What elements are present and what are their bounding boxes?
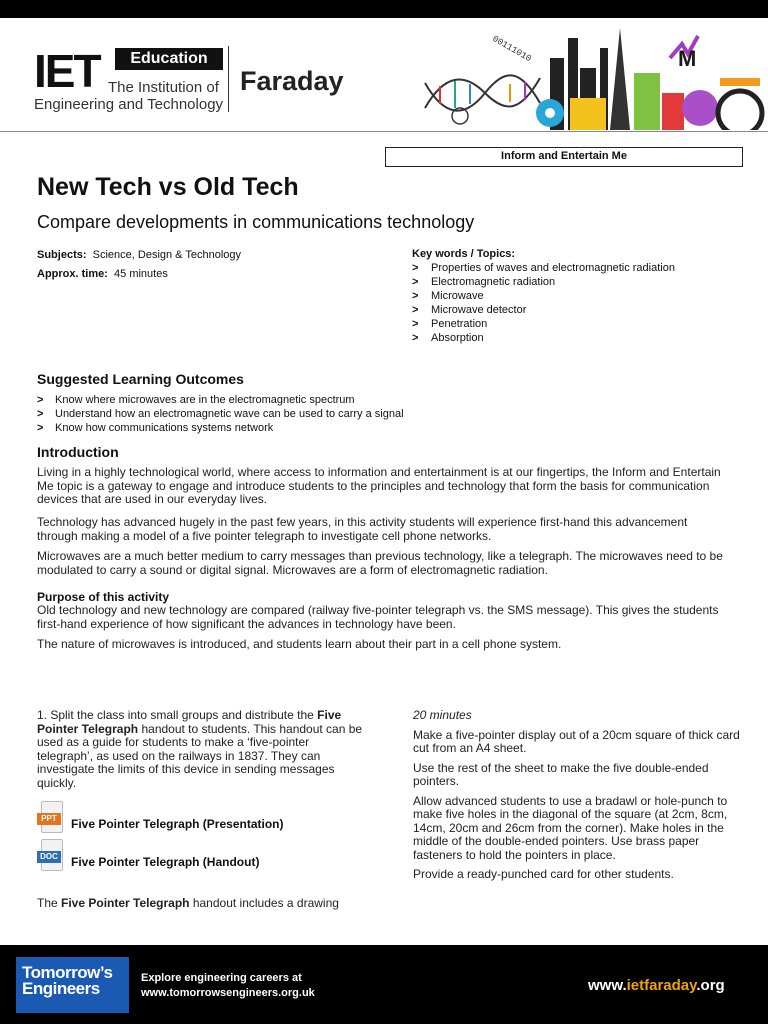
svg-text:00111010: 00111010	[490, 33, 533, 65]
resource-label: Five Pointer Telegraph (Handout)	[71, 855, 260, 869]
footer-text-line-1: Explore engineering careers at	[141, 972, 302, 984]
introduction-heading: Introduction	[37, 444, 119, 460]
te-logo-line-1: Tomorrow’s	[22, 963, 113, 982]
purpose-paragraph-1: Old technology and new technology are compared (railway five-pointer telegraph vs. the SMS message). This gives the students first-hand experience of how significant the advances in technology have been.	[37, 603, 719, 631]
subjects-value: Science, Design & Technology	[92, 249, 242, 261]
url-suffix: .org	[696, 977, 725, 994]
keyword-item: > Properties of waves and electromagnetic radiation	[412, 261, 675, 275]
footer-careers-text	[141, 971, 315, 1001]
logo-divider	[228, 46, 229, 112]
outcomes-heading: Suggested Learning Outcomes	[37, 371, 244, 387]
url-highlight: ietfaraday	[626, 977, 697, 994]
resource-label: Five Pointer Telegraph (Presentation)	[71, 817, 284, 831]
header-rule	[0, 131, 768, 132]
step-duration: 20 minutes	[413, 708, 472, 722]
handout-note-prefix: The	[37, 896, 62, 910]
ietfaraday-link[interactable]	[588, 977, 725, 994]
page-title: New Tech vs Old Tech	[37, 173, 299, 201]
keywords-block	[412, 248, 675, 345]
svg-text:M: M	[678, 46, 697, 71]
intro-paragraph-2: Technology has advanced hugely in the past few years, in this activity students will experience first-hand this advancement through making a model of a five pointer telegraph to investigate cell phone networks.	[37, 515, 688, 543]
outcome-item: > Know where microwaves are in the electromagnetic spectrum	[37, 393, 404, 407]
keyword-item: > Microwave detector	[412, 303, 675, 317]
logo-line-1: The Institution of	[108, 79, 219, 96]
subjects-label: Subjects:	[37, 249, 87, 261]
top-bar	[0, 0, 768, 18]
science-collage-illustration	[420, 18, 768, 130]
ppt-file-icon	[37, 801, 65, 833]
outcome-item: > Understand how an electromagnetic wave can be used to carry a signal	[37, 407, 404, 421]
purpose-paragraph-2: The nature of microwaves is introduced, and students learn about their part in a cell phone system.	[37, 637, 562, 651]
url-prefix: www.	[588, 977, 627, 994]
iet-logo-mark: IET	[34, 45, 100, 97]
keywords-heading: Key words / Topics:	[412, 248, 516, 260]
education-badge: Education	[115, 48, 223, 70]
footer-careers-link[interactable]: www.tomorrowsengineers.org.uk	[141, 987, 315, 999]
handout-note	[37, 897, 367, 911]
subjects-line	[37, 249, 241, 261]
logo-line-2: Engineering and Technology	[34, 96, 224, 113]
faraday-brand: Faraday	[240, 66, 344, 96]
step-1-text	[37, 709, 367, 790]
keyword-item: > Microwave	[412, 289, 675, 303]
doc-tag: DOC	[37, 851, 61, 863]
keyword-item: > Electromagnetic radiation	[412, 275, 675, 289]
intro-paragraph-1: Living in a highly technological world, where access to information and entertainment is at our fingertips, the Inform and Entertain Me topic is a gateway to engage and introduce students to the principles and technology that form the basis for communication devices that are used in our everyday lives.	[37, 465, 721, 506]
outcome-item: > Know how communications systems network	[37, 421, 404, 435]
time-line	[37, 268, 168, 280]
outcomes-list	[37, 393, 404, 435]
instruction-paragraph-3: Allow advanced students to use a bradawl or hole-punch to make five holes in the diagonal of the square (at 2cm, 8cm, 14cm, 20cm and 26cm from the corner). Make holes in the middle of the double-ended pointers. Use brass paper fasteners to hold the pointers in place.	[413, 793, 728, 862]
keyword-item: > Penetration	[412, 317, 675, 331]
instruction-paragraph-2: Use the rest of the sheet to make the five double-ended pointers.	[413, 760, 709, 788]
step-1-prefix: 1. Split the class into small groups and distribute the	[37, 708, 318, 722]
instruction-paragraph-4: Provide a ready-punched card for other students.	[413, 867, 674, 881]
topic-box: Inform and Entertain Me	[385, 147, 743, 167]
time-label: Approx. time:	[37, 268, 108, 280]
instruction-paragraph-1: Make a five-pointer display out of a 20cm square of thick card cut from an A4 sheet.	[413, 727, 740, 755]
page-header	[0, 18, 768, 130]
keyword-item: > Absorption	[412, 331, 675, 345]
resource-presentation-link[interactable]	[37, 799, 283, 833]
step-1-suffix: handout to students. This handout can be used as a guide for students to make a ‘five-pointer telegraph’, as used on the railways in 1837. They can investigate the limits of this device in sending messages quickly.	[37, 721, 363, 790]
resource-handout-link[interactable]	[37, 837, 259, 871]
handout-note-suffix: handout includes a drawing	[189, 896, 339, 910]
doc-file-icon	[37, 839, 65, 871]
keywords-list	[412, 261, 675, 345]
handout-note-bold: Five Pointer Telegraph	[61, 896, 190, 910]
purpose-heading: Purpose of this activity	[37, 590, 170, 604]
tomorrows-engineers-logo[interactable]	[16, 957, 129, 1013]
time-value: 45 minutes	[114, 268, 168, 280]
step-1-instructions	[413, 709, 748, 888]
page-footer	[0, 945, 768, 1024]
step-1-handout-name: Five Pointer Telegraph	[37, 708, 342, 736]
te-logo-line-2: Engineers	[22, 979, 100, 998]
ppt-tag: PPT	[37, 813, 61, 825]
page-subtitle: Compare developments in communications technology	[37, 212, 475, 232]
intro-paragraph-3: Microwaves are a much better medium to carry messages than previous technology, like a telegraph. The microwaves need to be modulated to carry a sound or digital signal. Microwaves are a form of electromagnetic radiation.	[37, 549, 723, 577]
